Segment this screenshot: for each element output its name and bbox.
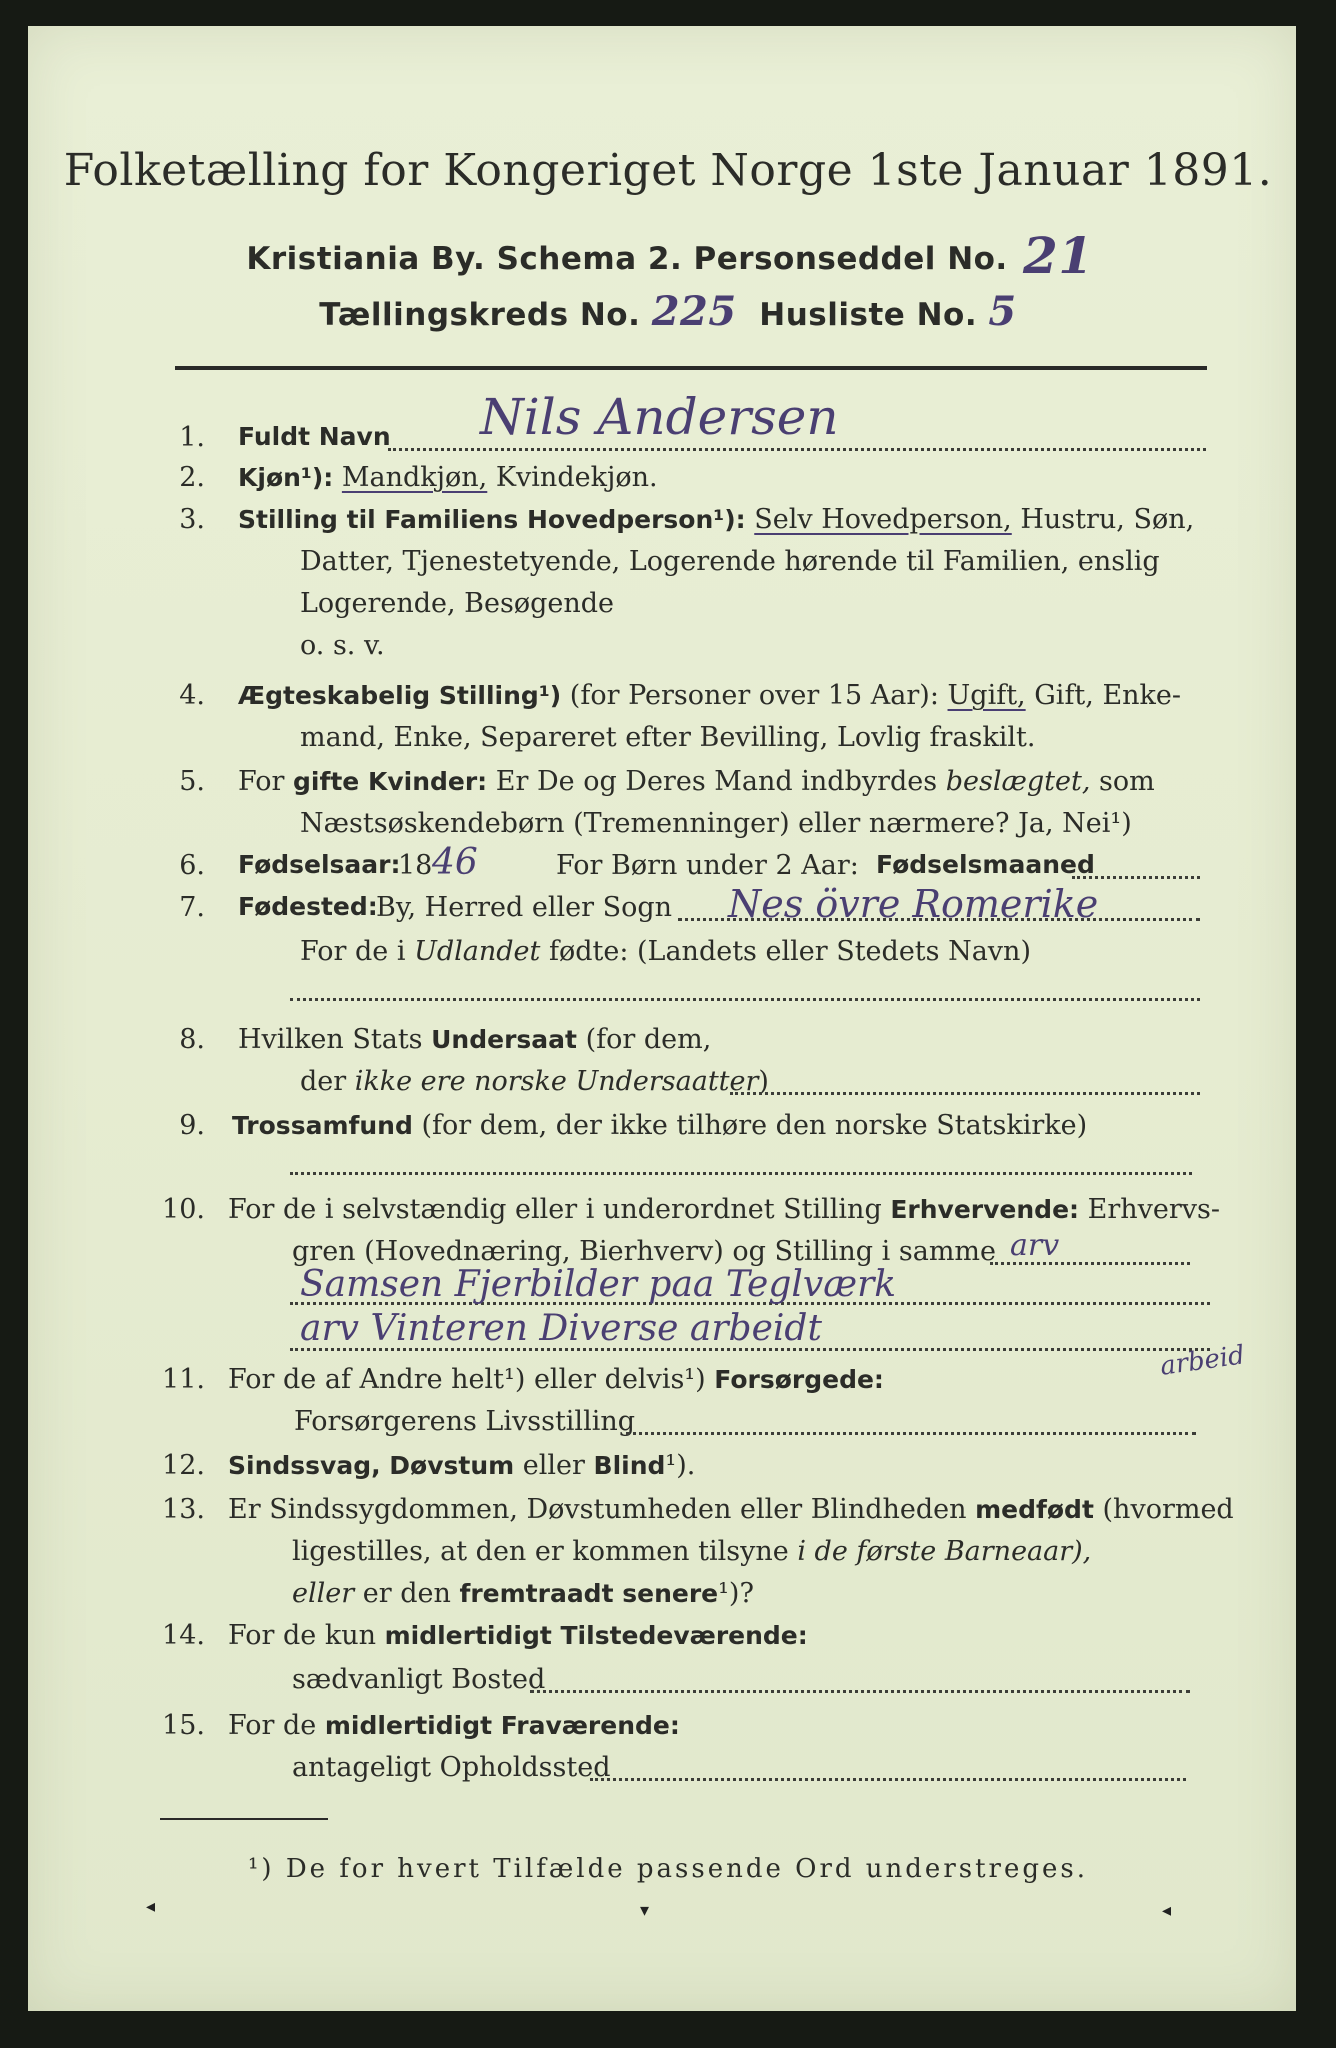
item-text: Logerende, Besøgende — [300, 588, 614, 619]
item-text: By, Herred eller Sogn — [376, 892, 672, 923]
item-text: Forsørgerens Livsstilling — [294, 1406, 636, 1437]
corner-mark-icon: ◂ — [1162, 1900, 1172, 1921]
item-label: Erhvervende: — [890, 1195, 1080, 1224]
item-text: (for dem, — [585, 1024, 712, 1055]
item-label: Forsørgede: — [714, 1365, 884, 1394]
item-text: sædvanligt Bosted — [292, 1664, 546, 1695]
item-label: Fødselsaar: — [238, 850, 401, 879]
item-text: For de i — [300, 936, 406, 967]
item-text: som — [1099, 766, 1155, 797]
item-text: For de af Andre helt¹) eller delvis¹) — [228, 1364, 706, 1395]
item-label: midlertidigt Tilstedeværende: — [384, 1621, 808, 1650]
item-label: Trossamfund — [232, 1111, 413, 1140]
answer-line — [1072, 876, 1200, 879]
corner-mark-icon: ◂ — [146, 1896, 156, 1917]
item-number: 10. — [162, 1194, 205, 1225]
item-label: Kjøn¹): — [238, 463, 334, 492]
item-label: Undersaat — [431, 1025, 577, 1054]
answer-line — [530, 1690, 1190, 1693]
item-text: (for dem, der ikke tilhøre den norske Statskirke) — [421, 1110, 1088, 1141]
item-number: 3. — [179, 504, 205, 535]
district-line — [0, 288, 1336, 335]
item-text: For de i selvstændig eller i underordnet Stilling — [228, 1194, 882, 1225]
item-number: 9. — [179, 1110, 205, 1141]
item-number: 7. — [179, 892, 205, 923]
taellingskreds-no-value: 225 — [651, 288, 737, 335]
item-text: gren (Hovednæring, Bierhverv) og Stilling i samme — [292, 1236, 997, 1267]
item-number: 15. — [162, 1710, 205, 1741]
item-label: Ægteskabelig Stilling¹) — [238, 681, 562, 710]
item-number: 1. — [179, 422, 205, 453]
item-label: medfødt — [975, 1495, 1094, 1524]
item-number: 6. — [179, 850, 205, 881]
item-text: eller — [292, 1578, 355, 1609]
item-number: 2. — [179, 462, 205, 493]
footnote: ¹) De for hvert Tilfælde passende Ord understreges. — [247, 1854, 1088, 1884]
name-answer: Nils Andersen — [480, 388, 839, 446]
item-text: Næstsøskendebørn (Tremenninger) eller nærmere? Ja, Nei¹) — [300, 808, 1132, 839]
footnote-divider — [160, 1818, 328, 1820]
item-text: eller — [522, 1450, 585, 1481]
answer-line — [388, 448, 1206, 451]
answer-line — [590, 1778, 1186, 1781]
item-text: beslægtet, — [945, 766, 1091, 797]
item-text: ¹)? — [718, 1578, 754, 1609]
item-number: 12. — [162, 1450, 205, 1481]
schema-line-label: Kristiania By. Schema 2. Personseddel No. — [246, 241, 1008, 277]
answer-line — [730, 1092, 1200, 1095]
answer-line — [290, 998, 1200, 1001]
item-number: 11. — [162, 1364, 205, 1395]
option-ugift-selected: Ugift, — [947, 680, 1026, 711]
item-text: ikke ere norske Undersaatter — [354, 1066, 759, 1097]
item-text: ¹). — [665, 1450, 696, 1481]
item-label: fremtraadt senere — [459, 1579, 719, 1608]
item-text: antageligt Opholdssted — [292, 1752, 611, 1783]
schema-line — [0, 222, 1336, 285]
item-number: 5. — [179, 766, 205, 797]
item-text: fødte: (Landets eller Stedets Navn) — [548, 936, 1031, 967]
registration-mark-icon: ▾ — [640, 1900, 650, 1921]
occupation-answer-part2: Samsen Fjerbilder paa Teglværk — [300, 1264, 897, 1305]
occupation-answer-part3: arv Vinteren Diverse arbeidt — [300, 1308, 822, 1349]
item-label: Sindssvag, Døvstum — [228, 1451, 515, 1480]
item-text: For de kun — [228, 1620, 376, 1651]
item-label: Fødselsmaaned — [876, 850, 1095, 879]
item-text: Hustru, Søn, — [1020, 504, 1195, 535]
item-label: gifte Kvinder: — [293, 767, 488, 796]
year-prefix: 18 — [398, 850, 433, 881]
husliste-no-value: 5 — [988, 288, 1017, 335]
answer-line — [626, 1432, 1196, 1435]
item-text: (for Personer over 15 Aar): — [569, 680, 939, 711]
item-text: Udlandet — [414, 936, 541, 967]
item-label: midlertidigt Fraværende: — [324, 1711, 680, 1740]
item-text: (hvormed — [1102, 1494, 1234, 1525]
item-label: Fødested: — [238, 892, 378, 921]
option-selv-hovedperson-selected: Selv Hovedperson, — [754, 504, 1012, 535]
item-text: o. s. v. — [300, 630, 385, 661]
item-text: Gift, Enke- — [1034, 680, 1182, 711]
occupation-answer-part1: arv — [1010, 1228, 1060, 1263]
item-text: i de første Barneaar), — [797, 1536, 1092, 1567]
option-mandkjon-selected: Mandkjøn, — [341, 462, 488, 493]
item-text: Erhvervs- — [1087, 1194, 1221, 1225]
option-kvindekjon: Kvindekjøn. — [495, 462, 658, 493]
item-text: ligestilles, at den er kommen tilsyne — [292, 1536, 789, 1567]
personseddel-no-value: 21 — [1023, 226, 1094, 285]
item-number: 13. — [162, 1494, 205, 1525]
item-text: Er Sindssygdommen, Døvstumheden eller Blindheden — [228, 1494, 967, 1525]
item-text: For Børn under 2 Aar: — [556, 850, 859, 881]
item-label: Blind — [593, 1451, 666, 1480]
item-number: 4. — [179, 680, 205, 711]
birth-year-answer: 46 — [432, 842, 478, 883]
occupation-answer-part4: arbeid — [1158, 1340, 1247, 1382]
item-text: For de — [228, 1710, 317, 1741]
item-number: 14. — [162, 1620, 205, 1651]
birthplace-answer: Nes övre Romerike — [728, 882, 1099, 926]
header-divider — [175, 366, 1207, 370]
item-label: Stilling til Familiens Hovedperson¹): — [238, 505, 746, 534]
item-text: For — [238, 766, 285, 797]
item-text: Er De og Deres Mand indbyrdes — [495, 766, 938, 797]
answer-line — [290, 1172, 1192, 1175]
form-title: Folketælling for Kongeriget Norge 1ste Januar 1891. — [63, 145, 1273, 196]
item-text: der — [300, 1066, 347, 1097]
item-number: 8. — [179, 1024, 205, 1055]
item-text: Datter, Tjenestetyende, Logerende hørende til Familien, enslig — [300, 546, 1160, 577]
taellingskreds-label: Tællingskreds No. — [319, 297, 641, 333]
item-text: er den — [362, 1578, 451, 1609]
husliste-label: Husliste No. — [759, 297, 978, 333]
item-label: Fuldt Navn — [238, 422, 391, 451]
item-text: mand, Enke, Separeret efter Bevilling, Lovlig fraskilt. — [300, 722, 1036, 753]
item-text: Hvilken Stats — [238, 1024, 423, 1055]
